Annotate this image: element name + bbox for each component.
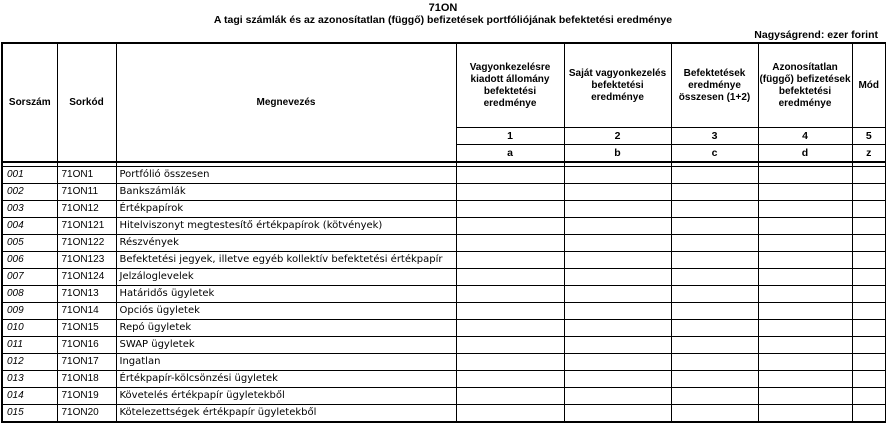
row-megnevezes: Opciós ügyletek xyxy=(116,303,456,320)
value-cell-col5[interactable] xyxy=(852,235,886,252)
row-megnevezes: Jelzáloglevelek xyxy=(116,269,456,286)
value-cell-col3[interactable] xyxy=(671,337,758,354)
report-code: 71ON xyxy=(428,2,458,14)
value-cell-col3[interactable] xyxy=(671,320,758,337)
value-cell-col4[interactable] xyxy=(758,354,852,371)
col-header-1: Vagyonkezelésre kiadott állomány befektetési eredménye xyxy=(456,43,564,128)
value-cell-col4[interactable] xyxy=(758,371,852,388)
value-cell-col5[interactable] xyxy=(852,269,886,286)
row-sorszam: 014 xyxy=(2,388,57,405)
value-cell-col3[interactable] xyxy=(671,354,758,371)
value-cell-col4[interactable] xyxy=(758,235,852,252)
row-megnevezes: Bankszámlák xyxy=(116,184,456,201)
table-row xyxy=(2,218,886,235)
col-letter-b: b xyxy=(564,145,671,163)
col-number-4: 4 xyxy=(758,128,852,145)
col-number-1: 1 xyxy=(456,128,564,145)
row-sorkod: 71ON124 xyxy=(57,269,116,286)
row-sorkod: 71ON14 xyxy=(57,303,116,320)
value-cell-col3[interactable] xyxy=(671,303,758,320)
value-cell-col5[interactable] xyxy=(852,371,886,388)
value-cell-col1[interactable] xyxy=(456,252,564,269)
value-cell-col3[interactable] xyxy=(671,388,758,405)
value-cell-col1[interactable] xyxy=(456,337,564,354)
row-sorkod: 71ON20 xyxy=(57,405,116,423)
row-sorkod: 71ON122 xyxy=(57,235,116,252)
value-cell-col2[interactable] xyxy=(564,269,671,286)
value-cell-col2[interactable] xyxy=(564,252,671,269)
col-number-3: 3 xyxy=(671,128,758,145)
row-megnevezes: Befektetési jegyek, illetve egyéb kollektív befektetési értékpapír xyxy=(116,252,456,269)
value-cell-col1[interactable] xyxy=(456,184,564,201)
row-megnevezes: Portfólió összesen xyxy=(116,167,456,184)
table-row xyxy=(2,320,886,337)
value-cell-col5[interactable] xyxy=(852,218,886,235)
row-sorkod: 71ON11 xyxy=(57,184,116,201)
value-cell-col2[interactable] xyxy=(564,184,671,201)
value-cell-col3[interactable] xyxy=(671,371,758,388)
table-row xyxy=(2,388,886,405)
row-megnevezes: Értékpapír-kölcsönzési ügyletek xyxy=(116,371,456,388)
value-cell-col1[interactable] xyxy=(456,218,564,235)
value-cell-col5[interactable] xyxy=(852,167,886,184)
value-cell-col1[interactable] xyxy=(456,405,564,423)
table-row xyxy=(2,354,886,371)
value-cell-col2[interactable] xyxy=(564,388,671,405)
col-header-2: Saját vagyonkezelés befektetési eredménye xyxy=(564,43,671,128)
row-sorkod: 71ON19 xyxy=(57,388,116,405)
value-cell-col5[interactable] xyxy=(852,337,886,354)
value-cell-col4[interactable] xyxy=(758,388,852,405)
row-sorkod: 71ON16 xyxy=(57,337,116,354)
value-cell-col3[interactable] xyxy=(671,252,758,269)
value-cell-col1[interactable] xyxy=(456,320,564,337)
value-cell-col4[interactable] xyxy=(758,337,852,354)
value-cell-col4[interactable] xyxy=(758,269,852,286)
col-header-3: Befektetések eredménye összesen (1+2) xyxy=(671,43,758,128)
col-header-megnevezes: Megnevezés xyxy=(116,43,456,162)
col-header-4: Azonosítatlan (függő) befizetések befektetési eredménye xyxy=(758,43,852,128)
value-cell-col5[interactable] xyxy=(852,388,886,405)
value-cell-col2[interactable] xyxy=(564,337,671,354)
value-cell-col2[interactable] xyxy=(564,354,671,371)
value-cell-col4[interactable] xyxy=(758,303,852,320)
row-sorszam: 004 xyxy=(2,218,57,235)
row-sorkod: 71ON17 xyxy=(57,354,116,371)
value-cell-col4[interactable] xyxy=(758,167,852,184)
value-cell-col1[interactable] xyxy=(456,286,564,303)
row-sorszam: 001 xyxy=(2,167,57,184)
value-cell-col2[interactable] xyxy=(564,286,671,303)
value-cell-col3[interactable] xyxy=(671,235,758,252)
value-cell-col1[interactable] xyxy=(456,354,564,371)
value-cell-col1[interactable] xyxy=(456,235,564,252)
value-cell-col5[interactable] xyxy=(852,405,886,423)
value-cell-col5[interactable] xyxy=(852,303,886,320)
value-cell-col4[interactable] xyxy=(758,320,852,337)
row-sorkod: 71ON1 xyxy=(57,167,116,184)
value-cell-col5[interactable] xyxy=(852,286,886,303)
table-row xyxy=(2,286,886,303)
row-megnevezes: Hitelviszonyt megtestesítő értékpapírok (kötvények) xyxy=(116,218,456,235)
value-cell-col3[interactable] xyxy=(671,201,758,218)
row-megnevezes: Követelés értékpapír ügyletekből xyxy=(116,388,456,405)
report-table xyxy=(1,42,886,423)
value-cell-col2[interactable] xyxy=(564,201,671,218)
value-cell-col3[interactable] xyxy=(671,167,758,184)
row-sorkod: 71ON15 xyxy=(57,320,116,337)
table-row xyxy=(2,269,886,286)
row-sorszam: 010 xyxy=(2,320,57,337)
row-sorszam: 002 xyxy=(2,184,57,201)
row-sorszam: 013 xyxy=(2,371,57,388)
table-row xyxy=(2,201,886,218)
value-cell-col2[interactable] xyxy=(564,371,671,388)
row-sorszam: 009 xyxy=(2,303,57,320)
table-row xyxy=(2,405,886,423)
col-letter-d: d xyxy=(758,145,852,163)
col-letter-c: c xyxy=(671,145,758,163)
row-sorkod: 71ON123 xyxy=(57,252,116,269)
value-cell-col2[interactable] xyxy=(564,167,671,184)
row-megnevezes: Ingatlan xyxy=(116,354,456,371)
row-sorszam: 005 xyxy=(2,235,57,252)
value-cell-col1[interactable] xyxy=(456,201,564,218)
row-sorkod: 71ON18 xyxy=(57,371,116,388)
value-cell-col3[interactable] xyxy=(671,286,758,303)
value-cell-col1[interactable] xyxy=(456,388,564,405)
value-cell-col4[interactable] xyxy=(758,184,852,201)
col-number-5: 5 xyxy=(852,128,886,145)
col-header-sorkod: Sorkód xyxy=(57,43,116,162)
row-megnevezes: Kötelezettségek értékpapír ügyletekből xyxy=(116,405,456,423)
row-sorszam: 003 xyxy=(2,201,57,218)
value-cell-col1[interactable] xyxy=(456,303,564,320)
table-row xyxy=(2,371,886,388)
table-row xyxy=(2,167,886,184)
value-cell-col4[interactable] xyxy=(758,201,852,218)
table-row xyxy=(2,337,886,354)
value-cell-col5[interactable] xyxy=(852,184,886,201)
value-cell-col2[interactable] xyxy=(564,218,671,235)
value-cell-col4[interactable] xyxy=(758,405,852,423)
value-cell-col3[interactable] xyxy=(671,269,758,286)
row-sorkod: 71ON13 xyxy=(57,286,116,303)
table-row xyxy=(2,235,886,252)
col-header-sorszam: Sorszám xyxy=(2,43,57,162)
table-row xyxy=(2,184,886,201)
report-title: A tagi számlák és az azonosítatlan (függő) befizetések portfóliójának befektetési eredménye xyxy=(213,14,673,26)
row-megnevezes: Részvények xyxy=(116,235,456,252)
row-megnevezes: Értékpapírok xyxy=(116,201,456,218)
row-sorszam: 006 xyxy=(2,252,57,269)
col-letter-a: a xyxy=(456,145,564,163)
value-cell-col4[interactable] xyxy=(758,252,852,269)
value-cell-col2[interactable] xyxy=(564,320,671,337)
col-number-2: 2 xyxy=(564,128,671,145)
value-cell-col4[interactable] xyxy=(758,286,852,303)
col-letter-z: z xyxy=(852,145,886,163)
value-cell-col3[interactable] xyxy=(671,184,758,201)
value-cell-col3[interactable] xyxy=(671,405,758,423)
value-cell-col1[interactable] xyxy=(456,167,564,184)
value-cell-col3[interactable] xyxy=(671,218,758,235)
row-megnevezes: Repó ügyletek xyxy=(116,320,456,337)
value-cell-col4[interactable] xyxy=(758,218,852,235)
value-cell-col2[interactable] xyxy=(564,405,671,423)
value-cell-col5[interactable] xyxy=(852,201,886,218)
value-cell-col1[interactable] xyxy=(456,371,564,388)
row-sorszam: 011 xyxy=(2,337,57,354)
row-megnevezes: Határidős ügyletek xyxy=(116,286,456,303)
table-row xyxy=(2,303,886,320)
value-cell-col2[interactable] xyxy=(564,303,671,320)
row-sorszam: 015 xyxy=(2,405,57,423)
row-megnevezes: SWAP ügyletek xyxy=(116,337,456,354)
value-cell-col2[interactable] xyxy=(564,235,671,252)
row-sorkod: 71ON121 xyxy=(57,218,116,235)
value-cell-col5[interactable] xyxy=(852,252,886,269)
value-cell-col5[interactable] xyxy=(852,354,886,371)
row-sorszam: 008 xyxy=(2,286,57,303)
value-cell-col1[interactable] xyxy=(456,269,564,286)
col-header-5: Mód xyxy=(852,43,886,128)
unit-label: Nagyságrend: ezer forint xyxy=(754,29,878,41)
value-cell-col5[interactable] xyxy=(852,320,886,337)
row-sorszam: 012 xyxy=(2,354,57,371)
row-sorkod: 71ON12 xyxy=(57,201,116,218)
table-row xyxy=(2,252,886,269)
row-sorszam: 007 xyxy=(2,269,57,286)
